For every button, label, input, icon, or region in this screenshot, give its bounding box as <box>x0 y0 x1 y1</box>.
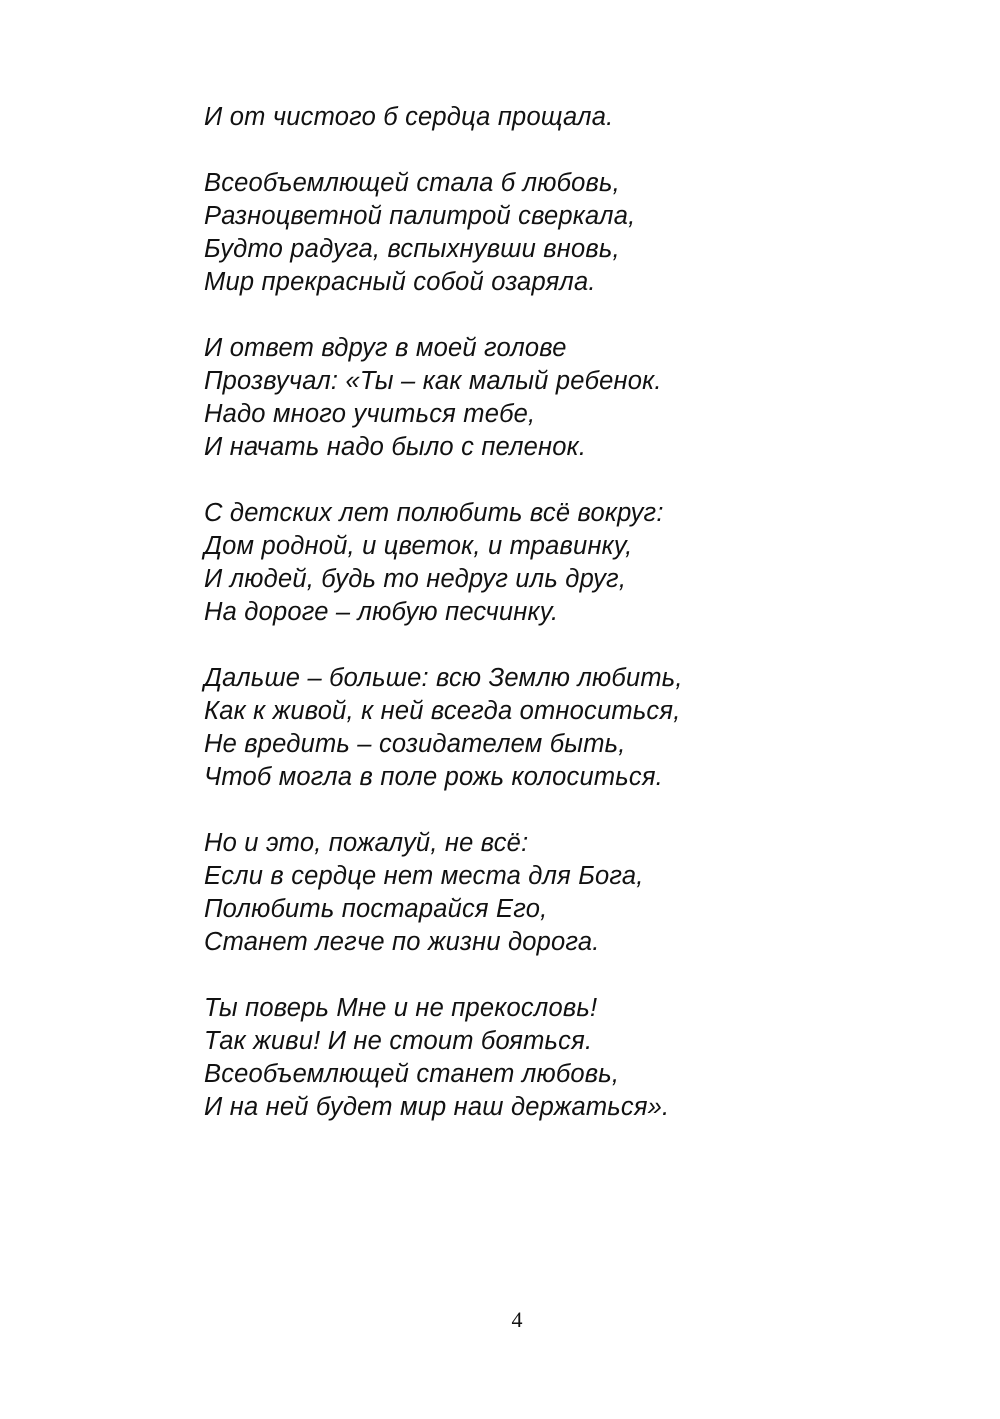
stanza-4 <box>204 497 904 629</box>
stanza-2 <box>204 167 904 299</box>
poem-line: На дороге – любую песчинку. <box>204 598 559 626</box>
poem-line: Будто радуга, вспыхнувши вновь, <box>204 235 620 263</box>
poem-body <box>204 101 904 1157</box>
poem-line: Так живи! И не стоит бояться. <box>204 1027 593 1055</box>
poem-line: Всеобъемлющей стала б любовь, <box>204 169 620 197</box>
stanza-3 <box>204 332 904 464</box>
poem-line: С детских лет полюбить всё вокруг: <box>204 499 664 527</box>
stanza-6 <box>204 827 904 959</box>
page-number: 4 <box>511 1307 523 1332</box>
poem-line: Как к живой, к ней всегда относиться, <box>204 697 681 725</box>
poem-line: Но и это, пожалуй, не всё: <box>204 829 529 857</box>
poem-line: Дом родной, и цветок, и травинку, <box>204 532 633 560</box>
poem-line: Если в сердце нет места для Бога, <box>204 862 644 890</box>
poem-line: Станет легче по жизни дорога. <box>204 928 600 956</box>
poem-line: Не вредить – созидателем быть, <box>204 730 626 758</box>
stanza-7 <box>204 992 904 1124</box>
stanza-1 <box>204 101 904 134</box>
poem-line: Дальше – больше: всю Землю любить, <box>204 664 683 692</box>
poem-line: Надо много учиться тебе, <box>204 400 536 428</box>
poem-line: Чтоб могла в поле рожь колоситься. <box>204 763 663 791</box>
poem-line: Мир прекрасный собой озаряла. <box>204 268 596 296</box>
poem-line: И от чистого б сердца прощала. <box>204 103 614 131</box>
poem-line: И ответ вдруг в моей голове <box>204 334 567 362</box>
poem-line: Ты поверь Мне и не прекословь! <box>204 994 598 1022</box>
poem-line: Полюбить постарайся Его, <box>204 895 548 923</box>
poem-line: И начать надо было с пеленок. <box>204 433 587 461</box>
poem-line: И людей, будь то недруг иль друг, <box>204 565 627 593</box>
poem-line: Прозвучал: «Ты – как малый ребенок. <box>204 367 662 395</box>
poem-line: Разноцветной палитрой сверкала, <box>204 202 636 230</box>
poem-line: И на ней будет мир наш держаться». <box>204 1093 670 1121</box>
stanza-5 <box>204 662 904 794</box>
poem-line: Всеобъемлющей станет любовь, <box>204 1060 620 1088</box>
